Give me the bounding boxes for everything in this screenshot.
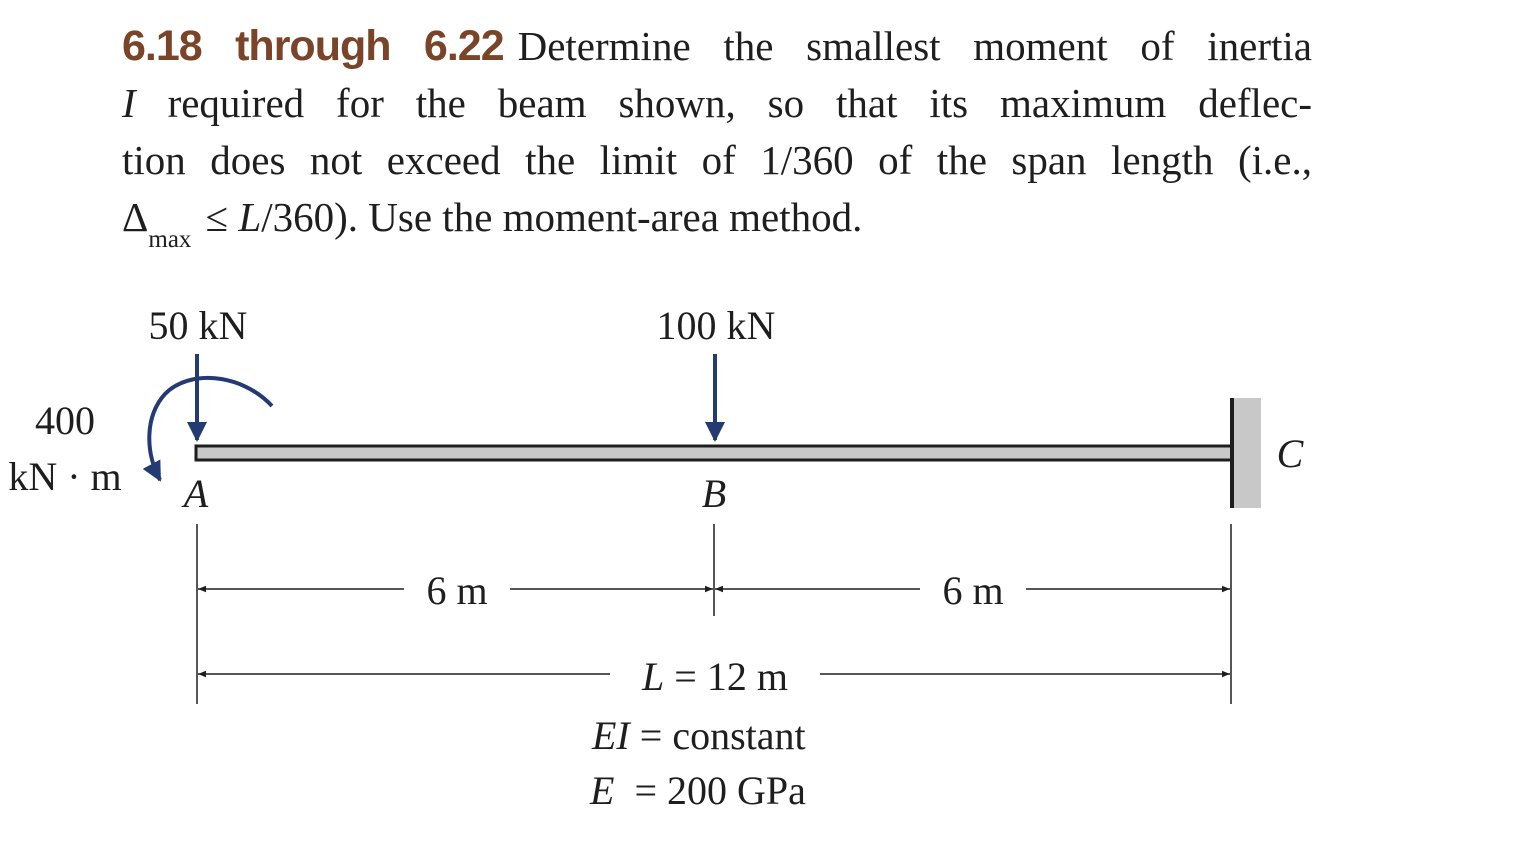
problem-line-4-text: /360). Use the moment-area method.	[261, 194, 863, 240]
e-label-value: = 200 GPa	[614, 768, 806, 813]
e-label	[589, 768, 806, 813]
e-label-var: E	[590, 768, 615, 813]
ei-label-value: = constant	[629, 713, 806, 758]
moment-of-inertia-symbol: I	[122, 80, 136, 126]
le-symbol: ≤	[195, 194, 239, 240]
beam	[196, 446, 1232, 460]
point-a-label: A	[183, 471, 209, 516]
ei-label	[591, 713, 806, 758]
delta-subscript: max	[148, 226, 192, 253]
span-symbol: L	[238, 194, 262, 240]
problem-line-1-text: Determine the smallest moment of inertia	[517, 23, 1312, 69]
load-a-label: 50 kN	[148, 303, 248, 348]
moment-arrow	[149, 378, 272, 480]
span-label-var: L	[642, 654, 665, 699]
moment-unit-label: kN · m	[8, 454, 122, 499]
fixed-support-c	[1231, 398, 1261, 508]
moment-value-label: 400	[35, 398, 95, 443]
point-b-label: B	[701, 471, 727, 516]
load-b-label: 100 kN	[656, 303, 776, 348]
problem-line-2-text: required for the beam shown, so that its maximum deflec-	[167, 80, 1312, 126]
ei-label-var: EI	[592, 713, 630, 758]
point-c-label: C	[1276, 431, 1304, 476]
delta-symbol: Δ	[122, 194, 149, 240]
problem-line-3: tion does not exceed the limit of 1/360 of the span length (i.e.,	[122, 137, 1312, 183]
problem-number: 6.18 through 6.22	[122, 22, 504, 70]
span-label	[641, 654, 788, 699]
dim-bc-label: 6 m	[942, 568, 1004, 613]
span-label-value: = 12 m	[664, 654, 788, 699]
dim-ab-label: 6 m	[426, 568, 488, 613]
